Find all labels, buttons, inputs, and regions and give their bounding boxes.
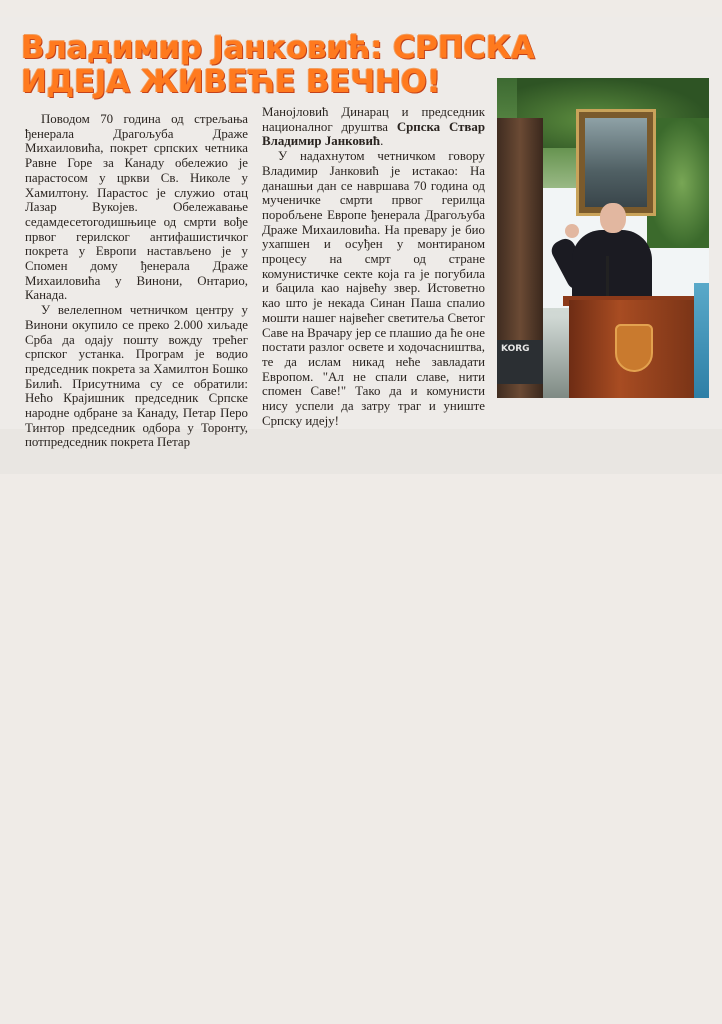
portrait-image (585, 118, 647, 207)
speaker-photo (497, 78, 709, 398)
tree-foliage-right (647, 118, 709, 248)
article-paragraph: У надахнутом четничком говору Владимир Јанковић је истакао: На данашњи дан се навршава 70 година од мученичке смрти првог герилца поробљене Европе ђенерала Драгољуба Драже Михаиловића. На превару је био ухапшен и осуђен у монтираном процесу на смрт од стране комунистичке секте која га је погубила и бацила као највећу звер. Истоветно као што је некада Синан Паша спалио мошти нашег највећег светитеља Светог Саве на Врачару јер се плашио да ће оне постати разлог освете и ходочасништва, те да ислам никад неће завладати Европом. "Ал не спали славе, нити спомен Саве!" Тако да и комунисти нису успели да затру траг и униште Српску идеју! (262, 149, 485, 428)
newspaper-clipping (0, 17, 722, 457)
article-column-1 (25, 112, 248, 450)
portrait-frame (576, 109, 656, 216)
headline-line-1: Владимир Јанковић: СРПСКА (21, 30, 535, 66)
society-name-bold: Српска Ствар Владимир Јанковић (262, 119, 485, 149)
article-paragraph: У велелепном четничком центру у Винони окупило се преко 2.000 хиљаде Срба да одају пошту вожду трећег српског устанка. Програм је водио председник покрета за Хамилтон Бошко Билић. Присутнима су се обратили: Нећо Крајишник председник Српске народне одбране за Канаду, Петар Перо Тинтор председник одбора у Торонту, потпредседник покрета Петар (25, 303, 248, 450)
article-paragraph (262, 105, 485, 149)
paragraph-text: Манојловић Динарац и председник националног друштва (262, 105, 485, 134)
paragraph-end: . (380, 134, 384, 149)
speaker-hand (565, 224, 579, 238)
bystander (694, 283, 709, 398)
speaker-head (600, 203, 626, 233)
podium-crest-icon (615, 324, 653, 372)
headline (21, 30, 535, 100)
article-column-2 (262, 105, 485, 428)
article-paragraph: Поводом 70 година од стрељања ђенерала Драгољуба Драже Михаиловића, покрет српских четника Равне Горе за Канаду обележио је парастосом у цркви Св. Николе у Хамилтону. Парастос је служио отац Лазар Вукојев. Обележавање седамдесетогодишњице од смрти вође првог герилског антифашистичког покрета у Европи настављено је у Спомен дому ђенерала Драже Михаиловића у Винони, Онтарио, Канада. (25, 112, 248, 303)
keyboard-brand-label: KORG (501, 344, 530, 354)
headline-line-2: ИДЕЈА ЖИВЕЋЕ ВЕЧНО! (21, 64, 441, 100)
microphone-stand (606, 256, 609, 300)
